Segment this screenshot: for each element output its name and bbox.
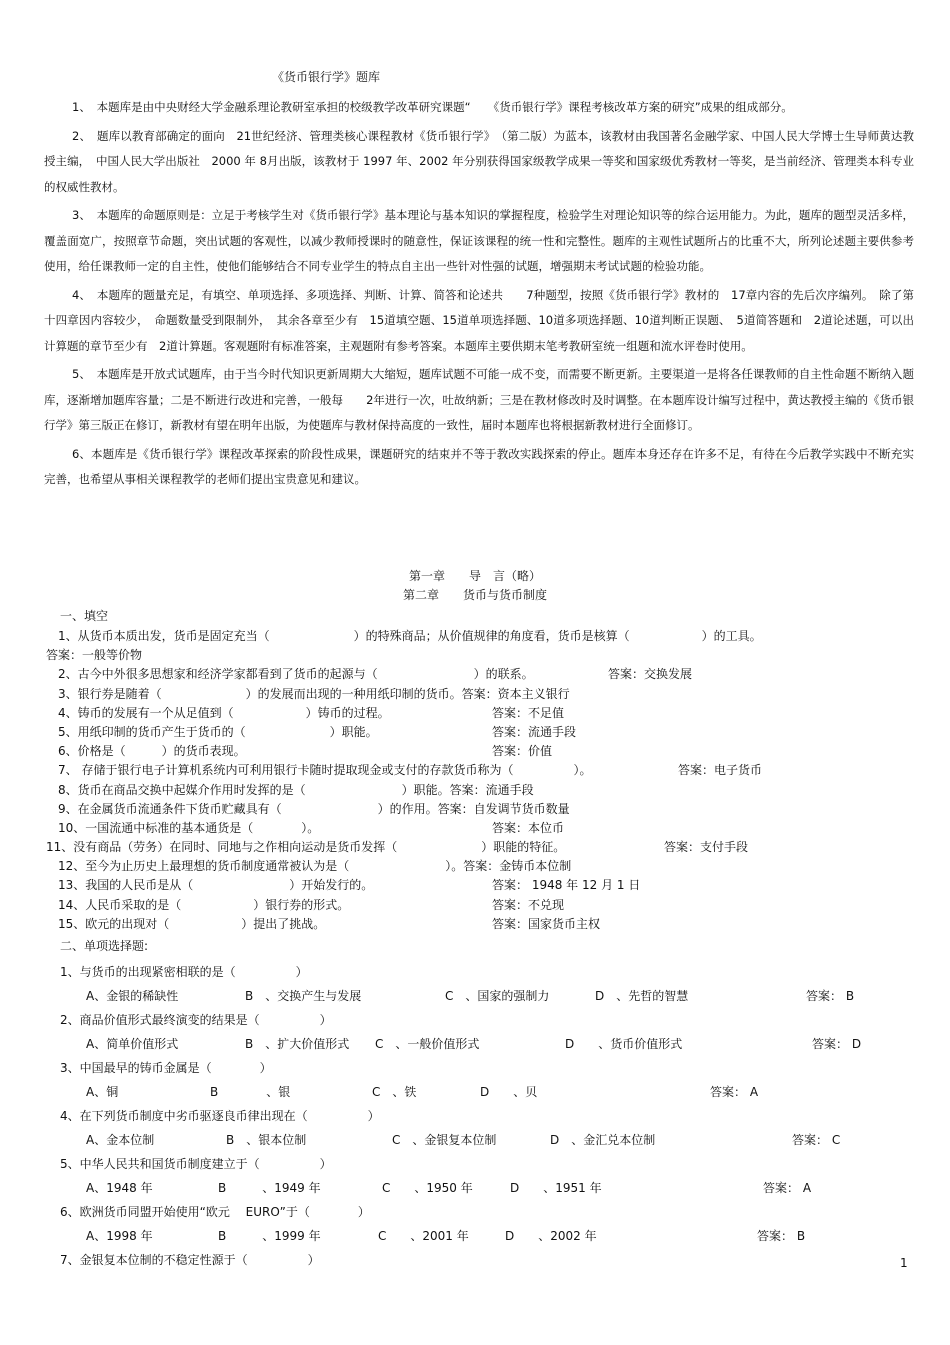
question-row	[46, 838, 916, 857]
answer-text: 答案：流通手段	[492, 724, 577, 739]
section-heading-mc: 二、单项选择题:	[60, 939, 149, 953]
question-text: 1、从货币本质出发，货币是固定充当（ ）的特殊商品；从价值规律的角度看，货币是核算（ ）的工具。	[58, 629, 762, 643]
question-text: 14、人民币采取的是（ ）银行券的形式。	[58, 897, 350, 912]
mc-options	[60, 1031, 880, 1057]
question-row	[46, 704, 916, 723]
question-text: 5、用纸印制的货币产生于货币的（ ）职能。	[58, 724, 378, 739]
question-row	[46, 915, 916, 934]
mc-option: A、铜	[86, 1085, 119, 1099]
mc-option: C 、铁	[372, 1085, 417, 1099]
question-text: 13、我国的人民币是从（ ）开始发行的。	[58, 878, 374, 893]
chapter-heading: 第二章 货币与货币制度	[402, 588, 547, 602]
question-text: 12、至今为止历史上最理想的货币制度通常被认为是（ ）。答案：金铸币本位制	[58, 859, 572, 874]
intro-paragraph: 5、 本题库是开放式试题库，由于当今时代知识更新周期大大缩短，题库试题不可能一成不变，而需要不断更新。主要渠道一是将各任课教师的自主性命题不断纳入题库，逐渐增加题库容量；二是不断进行改进和完善，一般每 2年进行一次，吐故纳新；三是在教材修改时及时调整。在本题库设计编写过程中，黄达教授主编的《货币银行学》第三版正在修订，新教材有望在明年出版，为使题库与教材保持高度的一致性，届时本题库也将根据新教材进行全面修订。	[44, 367, 914, 432]
mc-question: 1、与货币的出现紧密相联的是（ ）	[60, 965, 308, 979]
mc-question: 3、中国最早的铸币金属是（ ）	[60, 1061, 272, 1075]
question-row	[46, 800, 916, 819]
question-text: 4、铸币的发展有一个从足值到（ ）铸币的过程。	[58, 705, 390, 720]
question-text: 11、没有商品（劳务）在同时、同地与之作相向运动是货币发挥（ ）职能的特征。	[46, 840, 566, 855]
mc-option: B 、银	[210, 1085, 291, 1099]
question-row	[46, 742, 916, 761]
mc-answer: 答案： B	[757, 1229, 806, 1243]
mc-option: B 、1949 年	[218, 1181, 321, 1195]
mc-option: A、简单价值形式	[86, 1037, 179, 1051]
intro-paragraph: 4、 本题库的题量充足，有填空、单项选择、多项选择、判断、计算、简答和论述共 7种题型，按照《货币银行学》教材的 17章内容的先后次序编列。 除了第十四章因内容较少， 命题数量受到限制外， 其余各章至少有 15道填空题、15道单项选择题、10道多项选择题、10道判断正误题、 5道简答题和 2道论述题，可以出计算题的章节至少有 2道计算题。客观题附有标准答案，主观题附有参考答案。本题库主要供期末笔考教研室统一组题和流水评卷时使用。	[44, 287, 914, 353]
question-row	[46, 627, 916, 646]
mc-option: A、1948 年	[86, 1181, 153, 1195]
mc-options	[60, 1223, 880, 1249]
page-number: 1	[900, 1256, 908, 1270]
mc-option: A、1998 年	[86, 1229, 153, 1243]
mc-option: B 、扩大价值形式	[245, 1037, 350, 1051]
question-row	[46, 781, 916, 800]
mc-option: D 、货币价值形式	[565, 1037, 683, 1051]
mc-options	[60, 1079, 880, 1105]
mc-option: D 、先哲的智慧	[595, 989, 689, 1003]
mc-question: 5、中华人民共和国货币制度建立于（ ）	[60, 1157, 332, 1171]
mc-option: D 、2002 年	[505, 1229, 597, 1243]
mc-question: 7、金银复本位制的不稳定性源于（ ）	[60, 1253, 320, 1267]
intro-paragraph: 2、 题库以教育部确定的面向 21世纪经济、管理类核心课程教材《货币银行学》 （第二版）为蓝本，该教材由我国著名金融学家、中国人民大学博士生导师黄达教授主编， 中国人民大学出版社 2000 年 8月出版，该教材于 1997 年、2002 年分别获得国家级教学成果一等奖和国家级优秀教材一等奖，是当前经济、管理类本科专业的权威性教材。	[44, 128, 914, 194]
mc-options	[60, 983, 880, 1009]
question-row	[46, 685, 916, 704]
document-title: 《货币银行学》题库	[272, 70, 381, 84]
multiple-choice-questions	[60, 961, 880, 1271]
mc-option: D 、贝	[480, 1085, 538, 1099]
answer-text: 答案：不兑现	[492, 897, 565, 912]
answer-text: 答案：交换发展	[608, 667, 693, 682]
answer-text: 答案：支付手段	[664, 840, 749, 855]
mc-answer: 答案： D	[812, 1037, 862, 1051]
mc-option: C 、国家的强制力	[445, 989, 550, 1003]
mc-option: D 、金汇兑本位制	[550, 1133, 656, 1147]
question-text: 7、 存储于银行电子计算机系统内可利用银行卡随时提取现金或支付的存款货币称为（ ）。	[58, 763, 592, 778]
question-text: 9、在金属货币流通条件下货币贮藏具有（ ）的作用。答案：自发调节货币数量	[58, 801, 570, 816]
question-text: 10、一国流通中标准的基本通货是（ ）。	[58, 820, 320, 835]
question-text: 3、银行券是随着（ ）的发展而出现的一种用纸印制的货币。答案：资本主义银行	[58, 686, 570, 701]
intro-paragraph: 1、 本题库是由中央财经大学金融系理论教研室承担的校级教学改革研究课题“ 《货币银行学》课程考核改革方案的研究”成果的组成部分。	[72, 100, 793, 114]
question-text: 6、价格是（ ）的货币表现。	[58, 744, 246, 759]
intro-paragraph: 6、本题库是《货币银行学》课程改革探索的阶段性成果，课题研究的结束并不等于教改实践探索的停止。题库本身还存在许多不足，有待在今后教学实践中不断充实完善，也希望从事相关课程教学的老师们提出宝贵意见和建议。	[44, 446, 914, 486]
answer-text: 答案：电子货币	[678, 763, 763, 778]
mc-option: B 、交换产生与发展	[245, 989, 362, 1003]
question-text: 8、货币在商品交换中起媒介作用时发挥的是（ ）职能。答案：流通手段	[58, 782, 534, 797]
mc-answer: 答案： A	[763, 1181, 812, 1195]
mc-option: A、金银的稀缺性	[86, 989, 179, 1003]
answer-text: 答案：不足值	[492, 705, 565, 720]
mc-option: C 、2001 年	[378, 1229, 469, 1243]
question-row	[46, 646, 916, 665]
question-text: 15、欧元的出现对（ ）提出了挑战。	[58, 916, 326, 931]
mc-question: 6、欧洲货币同盟开始使用“欧元 EURO”于（ ）	[60, 1205, 370, 1219]
mc-option: A、金本位制	[86, 1133, 155, 1147]
mc-answer: 答案： C	[792, 1133, 841, 1147]
question-row	[46, 857, 916, 876]
mc-option: C 、一般价值形式	[375, 1037, 480, 1051]
mc-options	[60, 1175, 880, 1201]
question-row	[46, 665, 916, 684]
answer-text: 答案： 1948 年 12 月 1 日	[492, 878, 641, 893]
question-row	[46, 896, 916, 915]
fill-in-questions	[46, 627, 916, 934]
answer-text: 答案：本位币	[492, 820, 565, 835]
answer-text: 答案：国家货币主权	[492, 916, 601, 931]
chapter-heading: 第一章 导 言（略）	[408, 569, 541, 583]
mc-option: B 、银本位制	[226, 1133, 307, 1147]
section-heading-fill: 一、填空	[60, 609, 109, 623]
mc-question: 2、商品价值形式最终演变的结果是（ ）	[60, 1013, 332, 1027]
question-row	[46, 876, 916, 895]
question-row	[46, 761, 916, 780]
intro-paragraphs	[44, 95, 914, 496]
question-row	[46, 819, 916, 838]
mc-option: C 、1950 年	[382, 1181, 473, 1195]
chapter-headings	[0, 567, 950, 605]
mc-options	[60, 1127, 880, 1153]
question-row	[46, 723, 916, 742]
mc-option: B 、1999 年	[218, 1229, 321, 1243]
answer-text: 答案：一般等价物	[46, 648, 143, 663]
mc-question: 4、在下列货币制度中劣币驱逐良币律出现在（ ）	[60, 1109, 380, 1123]
mc-answer: 答案： A	[710, 1085, 759, 1099]
answer-text: 答案：价值	[492, 744, 553, 759]
question-text: 2、古今中外很多思想家和经济学家都看到了货币的起源与（ ）的联系。	[58, 667, 534, 682]
mc-option: D 、1951 年	[510, 1181, 602, 1195]
intro-paragraph: 3、 本题库的命题原则是：立足于考核学生对《货币银行学》基本理论与基本知识的掌握程度，检验学生对理论知识等的综合运用能力。为此，题库的题型灵活多样，覆盖面宽广，按照章节命题，突出试题的客观性，以减少教师授课时的随意性，保证该课程的统一性和完整性。题库的主观性试题所占的比重不大，所列论述题主要供参考使用，给任课教师一定的自主性，使他们能够结合不同专业学生的特点自主出一些针对性强的试题，增强期末考试试题的检验功能。	[44, 208, 914, 273]
mc-answer: 答案： B	[806, 989, 855, 1003]
mc-option: C 、金银复本位制	[392, 1133, 497, 1147]
